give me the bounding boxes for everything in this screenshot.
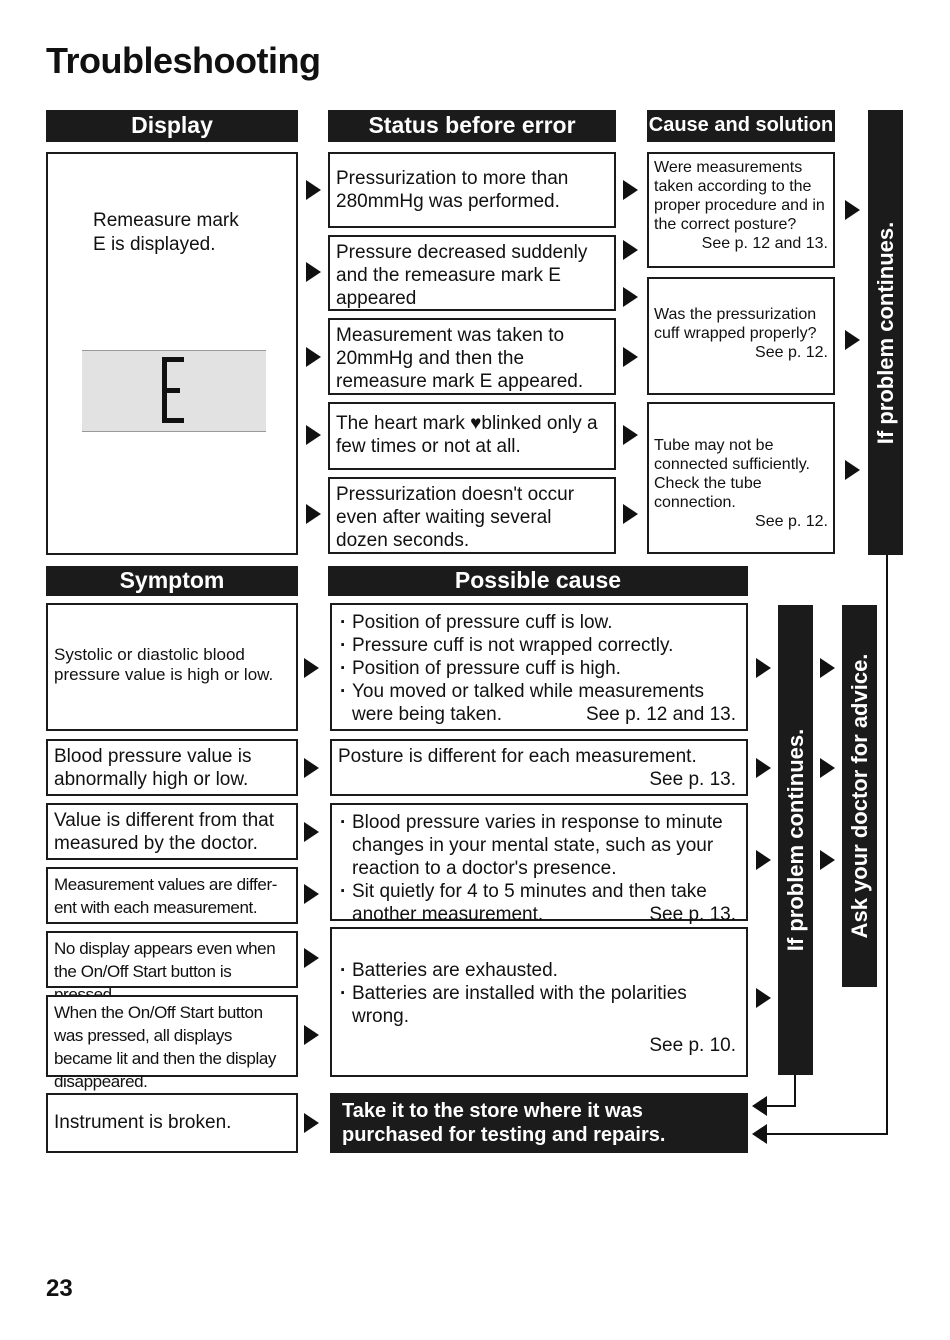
page-title: Troubleshooting [46,40,321,81]
status-box-2: Pressure decreased suddenly and the remeasure mark E appeared [328,235,616,311]
doctor-bar [842,605,877,987]
cause-box-2 [647,277,835,395]
arrow-right-icon [845,460,860,480]
possible-item: · Pressure cuff is not wrapped correctly. [338,634,740,657]
possible-box-4 [330,927,748,1077]
continue-bar-top [868,110,903,555]
remeasure-e-icon [162,357,188,423]
page-number: 23 [46,1275,73,1302]
arrow-right-icon [756,758,771,778]
arrow-right-icon [756,988,771,1008]
cause-ref-2: See p. 12. [755,344,828,361]
possible-item: · Batteries are installed with the polarities wrong. [338,982,740,1028]
arrow-right-icon [623,504,638,524]
connector-line [886,555,888,1135]
arrow-right-icon [304,1025,319,1045]
arrow-right-icon [623,287,638,307]
arrow-right-icon [820,658,835,678]
connector-line [794,1075,796,1107]
header-symptom: Symptom [46,566,298,596]
status-box-3: Measurement was taken to 20mmHg and then the remeasure mark E appeared. [328,318,616,395]
cause-box-3 [647,402,835,554]
possible-item: · Position of pressure cuff is low. [338,611,740,634]
symptom-box-1: Systolic or diastolic blood pressure value is high or low. [46,603,298,731]
arrow-right-icon [845,200,860,220]
arrow-right-icon [623,240,638,260]
possible-item-cont: were being taken. [352,704,502,725]
possible-ref-4: See p. 10. [649,1035,736,1056]
arrow-right-icon [306,504,321,524]
possible-item: · Blood pressure varies in response to minute changes in your mental state, such as your reaction to a doctor's presence. [338,811,740,880]
header-status: Status before error [328,110,616,142]
cause-text-2: Was the pressurization cuff wrapped properly? [654,306,817,342]
symptom-box-4: Measurement values are differ-ent with each measurement. [46,867,298,924]
possible-box-1 [330,603,748,731]
arrow-right-icon [306,425,321,445]
header-display: Display [46,110,298,142]
possible-box-2 [330,739,748,796]
possible-ref-2: See p. 13. [649,769,736,790]
arrow-left-icon [752,1096,767,1116]
arrow-right-icon [306,347,321,367]
arrow-right-icon [306,180,321,200]
cause-ref-1: See p. 12 and 13. [701,235,828,252]
connector-line [766,1105,796,1107]
status-box-1: Pressurization to more than 280mmHg was performed. [328,152,616,228]
store-repair-box: Take it to the store where it was purchased for testing and repairs. [330,1093,748,1153]
arrow-right-icon [304,884,319,904]
arrow-right-icon [304,758,319,778]
symptom-box-5: No display appears even when the On/Off Start button is [46,931,298,988]
arrow-right-icon [820,850,835,870]
symptom-box-6: When the On/Off Start button was pressed, all displays became lit and then the display disappeared. [46,995,298,1077]
possible-item-cont: another measurement. [352,904,544,925]
doctor-text: Ask your doctor for advice. [846,653,872,939]
possible-text-2: Posture is different for each measurement. [338,746,697,767]
display-box [46,152,298,555]
arrow-right-icon [820,758,835,778]
cause-box-1 [647,152,835,268]
possible-ref-3: See p. 13. [649,904,736,925]
arrow-right-icon [756,850,771,870]
arrow-right-icon [304,822,319,842]
connector-line [766,1133,888,1135]
continue-bar-mid [778,605,813,1075]
lcd-display [82,350,266,432]
arrow-right-icon [304,1113,319,1133]
status-box-4: The heart mark ♥blinked only a few times or not at all. [328,402,616,470]
possible-ref-1: See p. 12 and 13. [585,704,736,725]
arrow-right-icon [306,262,321,282]
header-cause: Cause and solution [647,110,835,142]
cause-text-3: Tube may not be connected sufficiently. Check the tube connection. [654,437,810,511]
status-box-5: Pressurization doesn't occur even after waiting several dozen seconds. [328,477,616,554]
symptom-box-7: Instrument is broken. [46,1093,298,1153]
possible-item: · Batteries are exhausted. [338,959,740,982]
arrow-left-icon [752,1124,767,1144]
arrow-right-icon [304,658,319,678]
symptom-box-2: Blood pressure value is abnormally high or low. [46,739,298,796]
header-possible: Possible cause [328,566,748,596]
display-text-1: Remeasure mark [93,210,239,231]
possible-item: · Position of pressure cuff is high. [338,657,740,680]
cause-ref-3: See p. 12. [755,513,828,530]
arrow-right-icon [756,658,771,678]
continue-text-mid: If problem continues. [782,728,808,952]
arrow-right-icon [623,180,638,200]
possible-item: · Sit quietly for 4 to 5 minutes and then take [338,880,740,903]
symptom-box-3: Value is different from that measured by the doctor. [46,803,298,860]
arrow-right-icon [304,948,319,968]
continue-text-top: If problem continues. [872,221,898,444]
possible-box-3 [330,803,748,925]
arrow-right-icon [623,347,638,367]
arrow-right-icon [623,425,638,445]
arrow-right-icon [845,330,860,350]
cause-text-1: Were measurements taken according to the proper procedure and in the correct posture? [654,159,825,233]
display-text-2: E is displayed. [93,234,216,255]
possible-item: · You moved or talked while measurements [338,680,740,703]
